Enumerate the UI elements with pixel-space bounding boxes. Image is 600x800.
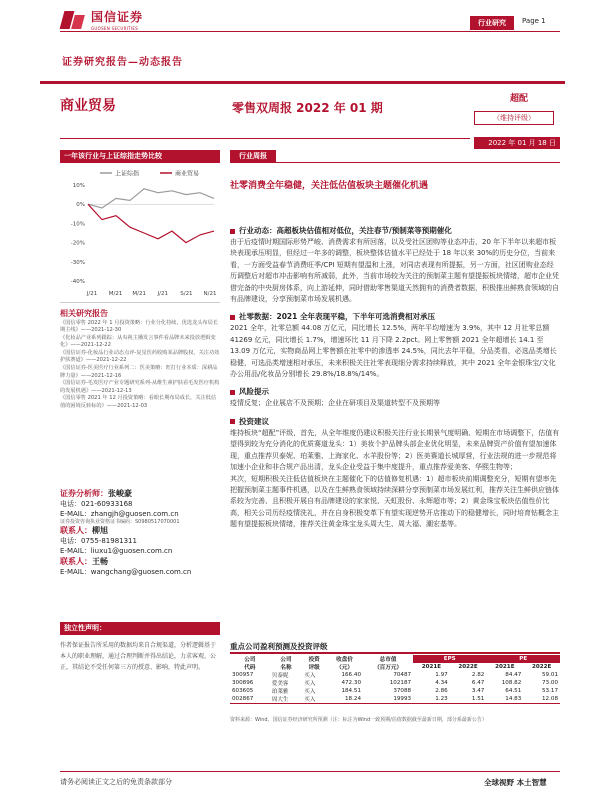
table-cell: 73.00 [541,680,558,686]
table-title: 重点公司盈利预测及投资评级 [230,642,328,651]
title-divider [60,138,470,139]
analyst-name: 张峻豪 [108,489,132,498]
bullet-industry-head: 行业动态：高超板块估值相对低位，关注春节/预制菜等预期催化 [239,226,452,235]
bullet-risk-head: 风险提示 [239,387,269,397]
footer-slogan: 全球视野 本土智慧 [484,778,547,787]
table-cell: 166.40 [341,672,362,678]
bullet-retail-head: 社零数据：2021 全年表现平稳，下半年可选消费相对承压 [239,312,435,322]
table-cell: 53.17 [541,688,558,694]
sector-name: 商业贸易 [60,98,116,114]
related-reports-list [60,320,220,411]
table-cell: 12.08 [523,695,560,704]
contact-email[interactable]: E-MAIL：wangchang@guosen.com.cn [60,568,192,576]
analyst-role: 证券分析师： [60,488,108,498]
x-tick-label: J/21 [86,291,98,297]
table-header: 收盘价 [336,657,353,663]
table-source: 资料来源：Wind、国信证券经济研究所预测（注：标注为Wind一致预期/估值数据截至最新日期，部分系最新公告） [230,717,487,723]
table-cell: 84.47 [505,672,522,678]
report-title: 零售双周报 2022 年 01 期 [232,101,383,115]
y-tick-label: -10% [70,221,85,228]
table-cell: 2.86 [435,688,448,694]
related-reports-title: 相关研究报告 [60,309,108,318]
trend-chart [60,163,220,303]
table-header: 2022E [458,664,478,670]
table-cell: 184.51 [341,688,362,694]
disclaimer-text: 作者保证报告所采用的数据均来自合规渠道，分析逻辑基于本人的职业理解，通过合理判断并得出结论，力求客观、公正，其结论不受任何第三方的授意、影响，特此声明。 [60,642,217,671]
table-header: 评级 [308,665,320,671]
logo [60,8,143,31]
table-row [230,687,560,695]
x-tick-label: S/21 [180,291,193,297]
table-cell: 102187 [389,680,412,686]
table-header: 总市值 [379,657,397,663]
bullet-square-icon [230,315,235,320]
footer-disclaimer: 请务必阅读正文之后的免责条款部分 [60,778,172,786]
footer-divider [60,771,560,772]
legend-label: 商业贸易 [175,170,200,178]
y-tick-label: -20% [70,240,85,247]
title-band [40,81,565,84]
table-cell: 爱美客 [271,681,289,687]
bullet-square-icon [230,229,235,234]
table-cell: 37088 [393,688,412,694]
table-cell: 买入 [304,689,316,695]
bullet-square-icon [230,419,235,424]
rating-sub: （维持评级） [474,111,554,125]
y-tick-label: -40% [70,279,85,285]
bullet-advice-head: 投资建议 [239,416,269,426]
contact-name: 柳旭 [92,526,108,535]
logo-text-cn: 国信证券 [91,10,144,24]
table-header: 2021E [495,664,515,670]
table-cell: 14.83 [486,695,523,704]
rating: 超配 [510,94,529,104]
analyst-phone: 电话：021-60933168 [60,500,133,508]
analyst-email[interactable]: E-MAIL：zhangjh@guosen.com.cn [60,510,179,518]
section-divider [230,162,560,163]
table-cell: 603605 [232,688,254,694]
table-cell: 300957 [232,672,254,678]
bullet-risk-body: 疫情反复；企业展店不及预期；企业在研项目及渠道转型不及预期等 [230,399,440,408]
header-divider [60,31,560,32]
x-tick-label: N/21 [203,291,217,297]
analyst-cert: 证券投资咨询执业资格证书编码：S0980517070001 [60,519,180,525]
table-header: 2022E [531,664,552,670]
table-header-eps: EPS [413,655,486,663]
table-row [230,695,560,704]
analyst-block [60,488,220,577]
table-header: （元） [336,665,353,671]
section-tag: 行业周报 [230,150,276,163]
table-row [230,671,560,679]
contact-role: 联系人： [60,525,92,535]
legend-label: 上证综指 [115,170,140,178]
bullet-advice-body-2: 其次，短期积极关注低估值板块在主题催化下的估值修复机遇：1）超市板块前期调整充分，短期有望率先把握预制菜主题事件机遇，以及在生鲜熟食领域持续深耕分享预制菜市场发展红利，推荐关注生鲜供应链体系较为完善、且积极开展自有品牌建设的家家悦、天虹股份、永辉超市等；2）黄金珠宝板块估值性价比高，相关公司历经疫情洗礼，并在自身积极变革下有望实现逆势开店推动下的稳健增长，同时培育钻概念主题有望提振板块情绪，推荐关注黄金珠宝龙头周大生、周大福、潮宏基等。 [230,474,559,529]
bullet-risk [230,386,560,398]
header-tag: 行业研究 [470,16,514,30]
table-cell: 1.97 [435,672,448,678]
table-cell: 19993 [363,695,413,704]
table-header: 2021E [421,664,442,670]
contact-email[interactable]: E-MAIL：liuxu1@guosen.com.cn [60,547,173,555]
report-series: 证券研究报告—动态报告 [62,57,183,68]
series-line [88,204,214,242]
logo-icon [60,9,86,31]
series-line [88,189,214,208]
related-report-item[interactable]: 《国信证券-化妆品行业动态点评-复星医药收购某品牌股权，关注功效护肤赛道》——2021-12-22 [60,350,220,364]
bullet-square-icon [230,390,235,395]
contact-role: 联系人： [60,556,92,566]
table-cell: 59.01 [541,672,558,678]
x-tick-label: M/21 [132,291,147,297]
right-column [230,150,560,531]
table-cell: 108.82 [501,680,522,686]
x-tick-label: J/21 [157,291,169,297]
contact-name: 王畅 [92,557,108,566]
bullet-retail-data [230,311,560,323]
bullet-industry [230,225,560,237]
page-number: Page 1 [522,17,546,25]
table-row [230,679,560,687]
earnings-table [230,655,560,704]
table-header: 投资 [308,657,320,663]
left-column [60,150,220,303]
table-cell: 3.47 [471,688,485,694]
logo-text-en: GUOSEN SECURITIES [91,26,139,31]
related-report-item[interactable]: 《国信证券-医美医疗行业系列二：医美策略：旺打行业本质：深耕品牌力量》——2021-12-16 [60,365,218,379]
table-cell: 002867 [230,695,270,704]
table-top-rule [230,652,560,654]
disclaimer-title: 独立性声明： [60,622,220,635]
report-date: 2022 年 01 月 18 日 [474,137,560,149]
table-header: 公司 [280,657,292,663]
table-header: 公司 [244,657,256,663]
table-cell: 70487 [393,672,412,678]
related-report-item[interactable]: 《国信零售 2022 年 1 月投资策略：行业分化持续，优选龙头布局长期主线》——2021-12-30 [60,320,218,334]
table-cell: 472.30 [341,680,362,686]
related-report-item[interactable]: 《国信证券-毛发医疗产业专题研究系列-从维生素护肤看毛发医疗机构的发展机遇》——2021-12-13 [60,380,220,394]
table-cell: 买入 [302,695,326,704]
table-cell: 1.23 [413,695,450,704]
y-tick-label: 0% [76,202,85,209]
related-report-item[interactable]: 《国信零售 2021 年 12 月投资策略：看眼长期布局成长，关注低估值的困境反转标的》——2021-12-03 [60,395,217,409]
bullet-industry-body: 由于后疫情时期国际形势严峻、消费需求有所回落，以及受社区团购等业态冲击，20 年下半年以来超市板块表现承压明显，但经过一年多的调整，板块整体估值水平已经处于 18 年以来 30%的历史分位，当前来看，一方面受益春节消费旺季/CPI 短期有望温和上涨，对同店表现有所提振，另一方面，社区团购业态经历调整后对超市冲击影响有所减弱，此外，当前市场较为关注的预制菜主题有望提振板块情绪，超市企业凭借完备的中央厨房体系，向上游延伸，同时借助零售渠道天然拥有的消费者数据，积极推出鲜熟食领域的自有品牌建设，分享预制菜市场发展机遇。 [230,238,559,304]
x-tick-label: M/21 [108,291,123,297]
table-cell: 1.51 [450,695,487,704]
y-tick-label: 10% [72,183,85,189]
table-header: （百万元） [374,665,403,671]
table-cell: 周大生 [270,695,303,704]
related-report-item[interactable]: 《化妆品产业系列跟踪：从央视主播发言事件看品牌未来投放逻辑变化》——2021-12-22 [60,335,216,349]
headline: 社零消费全年稳健，关注低估值板块主题催化机遇 [230,181,429,191]
table-cell: 6.47 [471,680,485,686]
bullet-retail-body: 2021 全年，社零总额 44.08 万亿元，同比增长 12.5%，两年平均增速为 3.9%，其中 12 月社零总额 41269 亿元，同比增长 1.7%，增速环比 11 月下降 2.2pct。网上零售额 2021 全年超增长 14.1 至 13.09 万亿元，实物商品网上零售额在社零中的渗透率 24.5%，同比去年平稳，分品类看，必选品类增长稳健，可选品类增速相对承压，未来积极关注社零表现细分需求持续释放，其中 2021 全年金银珠宝/文化办公用品/化妆品分别增长 29.8%/18.8%/14%。 [230,324,557,379]
table-cell: 珀莱雅 [271,689,289,695]
table-cell: 贝泰妮 [271,673,289,679]
chart-title: 一年该行业与上证综指走势比较 [60,150,220,163]
table-cell: 18.24 [326,695,363,704]
table-cell: 300896 [232,680,254,686]
bullet-advice-body-1: 维持板块“超配”评级，首先，从全年维度仍建议积极关注行业长期景气度明确、短期在市场调整下，估值有望得到较为充分消化的优质赛道龙头：1）美妆个护品牌头部企业优化明显，未来品牌资产价值有望加速体现，重点推荐贝泰妮、珀莱雅、上海家化、水羊股份等；2）医美赛道长城厚营，行业法规的进一步规范将加速小企业和非合规产品出清，龙头企业受益于集中度提升，重点推荐爱美客、华熙生物等； [230,428,560,472]
contact-phone: 电话：0755-81981311 [60,537,137,545]
y-tick-label: -30% [70,259,85,266]
table-cell: 4.34 [435,680,448,686]
table-header: 代码 [244,665,256,671]
table-header: 名称 [280,665,292,671]
table-header-pe: PE [486,655,560,663]
table-cell: 64.51 [505,688,522,694]
trend-chart-svg [60,163,220,303]
table-cell: 2.82 [471,672,485,678]
table-cell: 买入 [304,673,316,679]
table-cell: 买入 [304,681,316,687]
bullet-advice [230,416,560,428]
